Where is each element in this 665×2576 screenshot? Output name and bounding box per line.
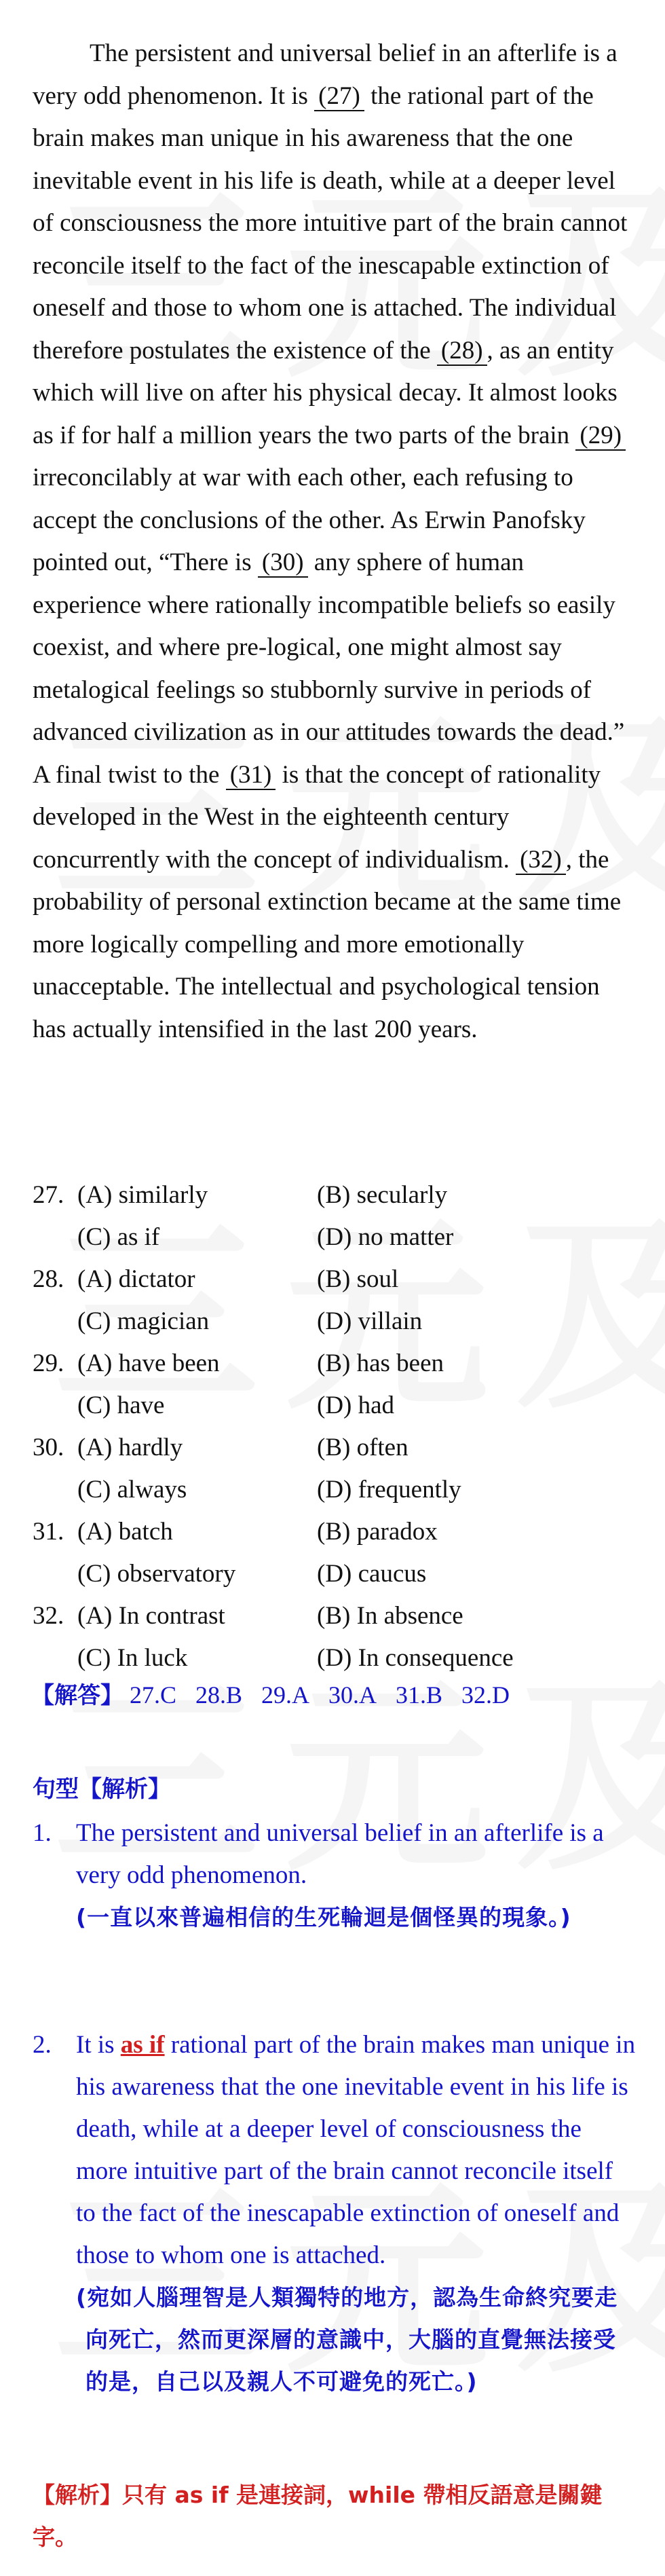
- analysis-item-2: [33, 2024, 636, 2459]
- passage-text: irreconcilably at war with each other, each refusing to accept the conclusions of the other. As Erwin Panofsky pointed out, “There is: [33, 464, 586, 576]
- question-row: [33, 1511, 636, 1553]
- question-row: [33, 1216, 636, 1258]
- option-a: (A) batch: [77, 1518, 173, 1546]
- question-number: 29.: [33, 1349, 64, 1377]
- answer-item: 29.A: [261, 1681, 310, 1709]
- item-english: [76, 2024, 636, 2277]
- blank-29: (29): [575, 422, 626, 451]
- question-row: [33, 1385, 636, 1427]
- question-row: [33, 1595, 636, 1637]
- item-body: [76, 2024, 636, 2403]
- answer-item: 27.C: [130, 1681, 177, 1709]
- item-chinese: (一直以來普遍相信的生死輪迴是個怪異的現象。): [76, 1904, 571, 1930]
- blank-27: (27): [314, 83, 364, 111]
- question-row: [33, 1301, 636, 1343]
- option-b: (B) often: [317, 1434, 408, 1461]
- question-row: [33, 1174, 636, 1216]
- passage-text: any sphere of human experience where rationally incompatible beliefs so easily coexist, and where pre-logical, one might almost say metalogical feelings so stubbornly survive in periods of advanced civilization as in our attitudes towards the dead.” A final twist to the: [33, 548, 625, 789]
- option-b: (B) soul: [317, 1265, 399, 1293]
- question-number: 32.: [33, 1602, 64, 1630]
- question-row: [33, 1343, 636, 1385]
- answer-item: 31.B: [396, 1681, 443, 1709]
- answer-label: 【解答】: [31, 1682, 124, 1709]
- answer-items: [130, 1681, 529, 1709]
- item-english-text: rational part of the brain makes man unique in his awareness that the one inevitable event in his life is death, while at a deeper level of consciousness the more intuitive part of the brain cannot reconcile itself to the fact of the inescapable extinction of oneself and those to whom one is attached.: [76, 2031, 636, 2269]
- option-b: (B) has been: [317, 1349, 444, 1377]
- option-a: (A) In contrast: [77, 1602, 225, 1630]
- option-c: (C) In luck: [77, 1644, 188, 1672]
- analysis-heading: 句型【解析】: [33, 1776, 171, 1803]
- question-row: [33, 1258, 636, 1301]
- option-a: (A) dictator: [77, 1265, 195, 1293]
- option-a: (A) hardly: [77, 1434, 183, 1461]
- blank-31: (31): [226, 762, 276, 790]
- option-c: (C) as if: [77, 1223, 160, 1251]
- option-d: (D) In consequence: [317, 1644, 514, 1672]
- question-options: [33, 1174, 636, 1679]
- question-row: [33, 1637, 636, 1679]
- option-c: (C) observatory: [77, 1560, 236, 1588]
- item-english-text: It is: [76, 2031, 121, 2059]
- highlight-as-if: as if: [120, 2031, 165, 2059]
- option-c: (C) magician: [77, 1307, 210, 1335]
- passage-text: the rational part of the brain makes man unique in his awareness that the one inevitable event in his life is death, while at a deeper level of consciousness the more intuitive part of the brain cannot reconcile itself to the fact of the inescapable extinction of oneself and those to whom one is attached. The individual therefore postulates the existence of the: [33, 81, 628, 365]
- passage-text: is that the concept of rationality developed in the West in the eighteenth century concurrently with the concept of individualism.: [33, 760, 601, 874]
- item-number: 2.: [33, 2031, 52, 2059]
- blank-28: (28): [437, 337, 487, 366]
- option-d: (D) caucus: [317, 1560, 427, 1588]
- passage-text: , as an entity which will live on after his physical decay. It almost looks as if for half a million years the two parts of the brain: [33, 336, 618, 449]
- question-row: [33, 1427, 636, 1469]
- passage-text: The persistent and universal belief in an afterlife is a very odd phenomenon. It is: [33, 39, 618, 110]
- option-c: (C) always: [77, 1476, 187, 1504]
- answer-item: 28.B: [195, 1681, 243, 1709]
- question-number: 27.: [33, 1181, 64, 1209]
- option-d: (D) had: [317, 1392, 395, 1419]
- answer-item: 32.D: [461, 1681, 510, 1709]
- option-a: (A) similarly: [77, 1181, 208, 1209]
- option-d: (D) frequently: [317, 1476, 461, 1504]
- question-row: [33, 1469, 636, 1511]
- analysis-item-1: [33, 1812, 636, 1975]
- item-body: [76, 1812, 636, 1939]
- item-english: The persistent and universal belief in an afterlife is a very odd phenomenon.: [76, 1819, 604, 1889]
- passage-paragraph: [33, 33, 636, 1051]
- answer-key: [31, 1677, 529, 1710]
- option-a: (A) have been: [77, 1349, 220, 1377]
- option-b: (B) secularly: [317, 1181, 448, 1209]
- blank-30: (30): [258, 549, 308, 578]
- passage-text: , the probability of personal extinction became at the same time more logically compelling and more emotionally unacceptable. The intellectual and psychological tension has actually intensified in the last 200 years.: [33, 845, 622, 1043]
- option-b: (B) In absence: [317, 1602, 463, 1630]
- question-number: 30.: [33, 1434, 64, 1461]
- answer-item: 30.A: [328, 1681, 377, 1709]
- question-number: 28.: [33, 1265, 64, 1293]
- blank-32: (32): [516, 846, 566, 875]
- option-c: (C) have: [77, 1392, 165, 1419]
- item-chinese: (宛如人腦理智是人類獨特的地方，認為生命終究要走向死亡，然而更深層的意識中，大腦的直覺無法接受的是，自己以及親人不可避免的死亡。): [76, 2284, 618, 2395]
- option-d: (D) villain: [317, 1307, 423, 1335]
- question-number: 31.: [33, 1518, 64, 1546]
- item-number: 1.: [33, 1819, 52, 1847]
- cloze-passage: [33, 33, 636, 1051]
- question-row: [33, 1553, 636, 1595]
- option-d: (D) no matter: [317, 1223, 454, 1251]
- option-b: (B) paradox: [317, 1518, 438, 1546]
- analysis-note: 【解析】只有 as if 是連接詞，while 帶相反語意是關鍵字。: [33, 2482, 603, 2550]
